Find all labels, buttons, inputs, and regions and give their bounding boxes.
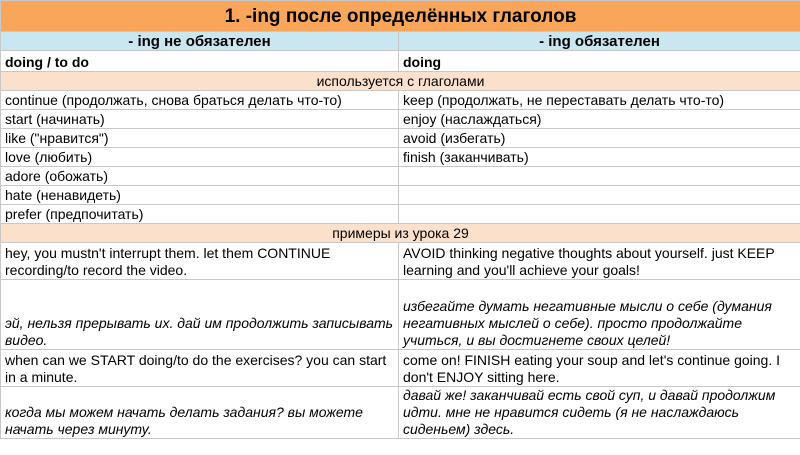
example-en-left: when can we START doing/to do the exercises? you can start in a minute.	[1, 350, 399, 387]
verb-row	[1, 167, 800, 186]
verb-row	[1, 110, 800, 129]
title-row	[1, 1, 800, 32]
example-en-right: come on! FINISH eating your soup and let's continue going. I don't ENJOY sitting here.	[399, 350, 800, 387]
example-en-left: hey, you mustn't interrupt them. let them CONTINUE recording/to record the video.	[1, 243, 399, 280]
verb-cell-right: keep (продолжать, не переставать делать что-то)	[399, 91, 800, 110]
example-ru-right: избегайте думать негативные мысли о себе (думания негативных мыслей о себе). просто продолжайте учиться, и вы достигнете своих целей!	[399, 280, 800, 350]
verb-cell-right	[399, 205, 800, 224]
verb-cell-left: start (начинать)	[1, 110, 399, 129]
verb-cell-left: hate (ненавидеть)	[1, 186, 399, 205]
section-verbs-label: используется с глаголами	[1, 72, 800, 91]
verb-cell-right	[399, 167, 800, 186]
verb-row	[1, 129, 800, 148]
section-row-examples	[1, 224, 800, 243]
verb-row	[1, 205, 800, 224]
verb-cell-left: prefer (предпочитать)	[1, 205, 399, 224]
verb-row	[1, 91, 800, 110]
example-row-en	[1, 243, 800, 280]
example-ru-right: давай же! заканчивай есть свой суп, и давай продолжим идти. мне не нравится сидеть (я не наслаждаюсь сиденьем) здесь.	[399, 387, 800, 439]
example-row-en	[1, 350, 800, 387]
verb-cell-right: finish (заканчивать)	[399, 148, 800, 167]
example-row-ru	[1, 387, 800, 439]
example-ru-left: эй, нельзя прерывать их. дай им продолжить записывать видео.	[1, 280, 399, 350]
header-row	[1, 32, 800, 51]
header-ing-required: - ing обязателен	[399, 32, 800, 51]
verb-cell-left: like ("нравится")	[1, 129, 399, 148]
form-required: doing	[399, 51, 800, 72]
example-row-ru	[1, 280, 800, 350]
example-en-right: AVOID thinking negative thoughts about yourself. just KEEP learning and you'll achieve your goals!	[399, 243, 800, 280]
verb-cell-left: adore (обожать)	[1, 167, 399, 186]
form-optional: doing / to do	[1, 51, 399, 72]
header-ing-optional: - ing не обязателен	[1, 32, 399, 51]
section-row-verbs	[1, 72, 800, 91]
verb-cell-right	[399, 186, 800, 205]
verb-row	[1, 148, 800, 167]
verb-row	[1, 186, 800, 205]
verb-cell-left: love (любить)	[1, 148, 399, 167]
example-ru-left: когда мы можем начать делать задания? вы можете начать через минуту.	[1, 387, 399, 439]
form-row	[1, 51, 800, 72]
verb-cell-left: continue (продолжать, снова браться делать что-то)	[1, 91, 399, 110]
verb-cell-right: enjoy (наслаждаться)	[399, 110, 800, 129]
page-title: 1. -ing после определённых глаголов	[1, 1, 800, 32]
verb-cell-right: avoid (избегать)	[399, 129, 800, 148]
section-examples-label: примеры из урока 29	[1, 224, 800, 243]
